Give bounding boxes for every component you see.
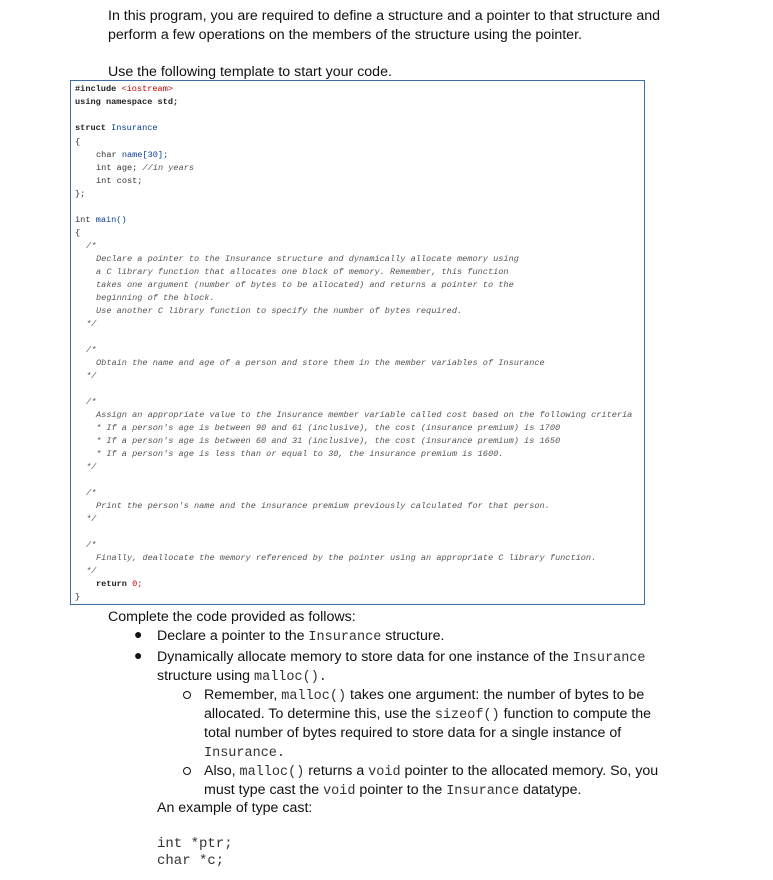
- return-line: return 0;: [96, 579, 143, 589]
- example-code-line: int *ptr;: [157, 836, 233, 852]
- bullet-declare-pointer: Declare a pointer to the Insurance structure.: [157, 628, 445, 645]
- comment-close: */: [86, 319, 97, 329]
- member-name: char name[30];: [96, 150, 169, 160]
- include-line: #include <iostream>: [75, 84, 174, 94]
- comment-line: Assign an appropriate value to the Insurance member variable called cost based on the following criteria: [96, 410, 633, 420]
- main-open-brace: {: [75, 228, 81, 238]
- comment-line: beginning of the block.: [96, 293, 215, 303]
- comment-open: /*: [86, 345, 97, 355]
- comment-close: */: [86, 514, 97, 524]
- comment-line: Finally, deallocate the memory referenced by the pointer using an appropriate C library function.: [96, 553, 597, 563]
- member-age: int age; //in years: [96, 163, 195, 173]
- intro-paragraph: In this program, you are required to define a structure and a pointer to that structure and perform a few operations on the members of the structure using the pointer.: [108, 8, 661, 43]
- comment-line: * If a person's age is between 60 and 31 (inclusive), the cost (insurance premium) is 1650: [96, 436, 561, 446]
- comment-close: */: [86, 566, 97, 576]
- code-template-box: [70, 80, 645, 605]
- comment-open: /*: [86, 397, 97, 407]
- comment-line: takes one argument (number of bytes to be allocated) and returns a pointer to the: [96, 280, 514, 290]
- bullet-allocate-line1: Dynamically allocate memory to store data for one instance of the Insurance: [157, 649, 646, 666]
- comment-open: /*: [86, 540, 97, 550]
- main-close-brace: }: [75, 592, 81, 602]
- comment-open: /*: [86, 241, 97, 251]
- struct-open-brace: {: [75, 137, 81, 147]
- comment-open: /*: [86, 488, 97, 498]
- comment-line: * If a person's age is between 90 and 61 (inclusive), the cost (insurance premium) is 1700: [96, 423, 561, 433]
- sub-bullet-malloc-line3: total number of bytes required to store data for a single instance of: [204, 725, 622, 741]
- sub-bullet-malloc-line4: Insurance.: [204, 746, 286, 761]
- sub-bullet-void-line2: must type cast the void pointer to the Insurance datatype.: [204, 782, 582, 799]
- comment-line: Print the person's name and the insurance premium previously calculated for that person.: [96, 501, 550, 511]
- struct-decl: struct Insurance: [75, 123, 158, 133]
- bullet-dot-icon: ●: [134, 626, 143, 642]
- example-label: An example of type cast:: [157, 800, 313, 816]
- sub-bullet-void-line1: Also, malloc() returns a void pointer to the allocated memory. So, you: [204, 763, 659, 780]
- sub-bullet-malloc-line2: allocated. To determine this, use the sizeof() function to compute the: [204, 706, 652, 723]
- using-line: using namespace std;: [75, 97, 179, 107]
- comment-close: */: [86, 462, 97, 472]
- main-decl: int main(): [75, 215, 127, 225]
- bullet-dot-icon: ●: [134, 647, 143, 663]
- comment-line: Declare a pointer to the Insurance structure and dynamically allocate memory using: [96, 254, 519, 264]
- comment-line: Obtain the name and age of a person and store them in the member variables of Insurance: [96, 358, 545, 368]
- sub-bullet-circle-icon: [183, 767, 191, 775]
- template-label: Use the following template to start your code.: [108, 64, 392, 80]
- struct-close: };: [75, 189, 86, 199]
- instructions-heading: Complete the code provided as follows:: [108, 609, 356, 625]
- sub-bullet-circle-icon: [183, 691, 191, 699]
- example-code-line: char *c;: [157, 853, 225, 869]
- comment-close: */: [86, 371, 97, 381]
- member-cost: int cost;: [96, 176, 143, 186]
- comment-line: * If a person's age is less than or equal to 30, the insurance premium is 1600.: [96, 449, 504, 459]
- sub-bullet-malloc-line1: Remember, malloc() takes one argument: the number of bytes to be: [204, 687, 645, 704]
- comment-line: Use another C library function to specify the number of bytes required.: [96, 306, 463, 316]
- bullet-allocate-line2: structure using malloc().: [157, 668, 327, 685]
- comment-line: a C library function that allocates one block of memory. Remember, this function: [96, 267, 509, 277]
